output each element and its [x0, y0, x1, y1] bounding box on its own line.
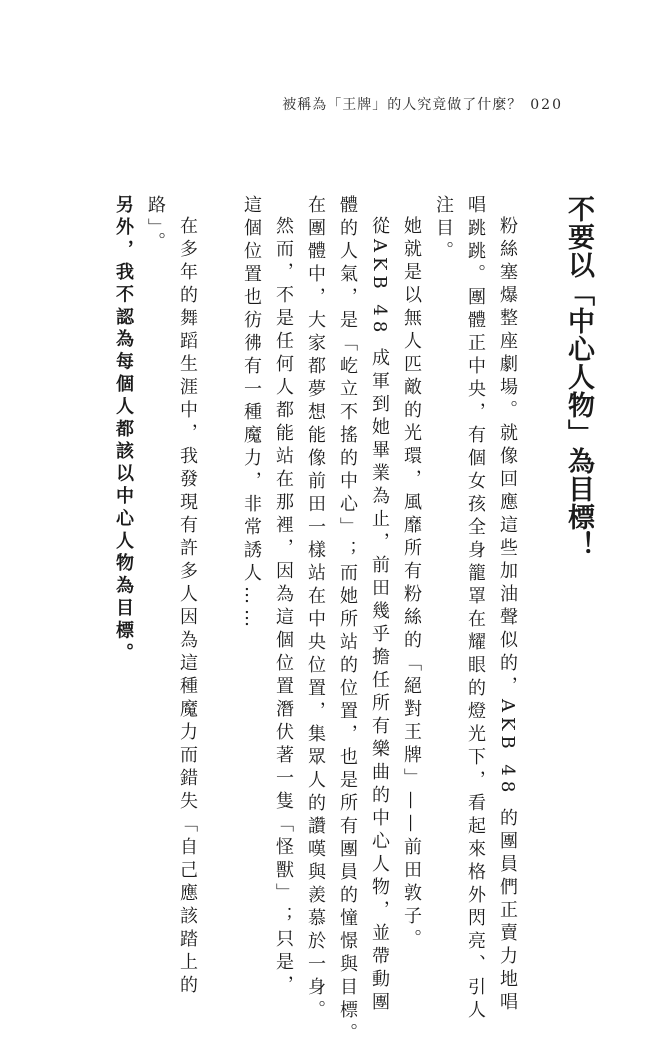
paragraph-line: 注目。 [433, 195, 454, 264]
running-header [282, 94, 563, 114]
paragraph-line: 她就是以無人匹敵的光環，風靡所有粉絲的「絕對王牌」——前田敦子。 [401, 216, 422, 952]
paragraph-line: 粉絲塞爆整座劇場。就像回應這些加油聲似的，AKB 48 的團員們正賣力地唱 [497, 216, 518, 1016]
page-number: 020 [530, 97, 563, 113]
paragraph-line: 這個位置也彷彿有一種魔力，非常誘人…… [241, 195, 262, 632]
paragraph-line: 然而，不是任何人都能站在那裡，因為這個位置潛伏著一隻「怪獸」；只是， [273, 216, 294, 998]
paragraph-line: 在多年的舞蹈生涯中，我發現有許多人因為這種魔力而錯失「自己應該踏上的 [177, 216, 198, 998]
paragraph-line: 在團體中，大家都夢想能像前田一樣站在中央位置，集眾人的讚嘆與羨慕於一身。 [305, 195, 326, 1023]
chapter-title: 被稱為「王牌」的人究竟做了什麼？ [282, 97, 523, 113]
bold-paragraph-line: 另外，我不認為每個人都該以中心人物為目標。 [113, 195, 134, 666]
paragraph-line: 唱跳跳。團體正中央，有個女孩全身籠罩在耀眼的燈光下，看起來格外閃亮、引人 [465, 195, 486, 1023]
paragraph-line: 路」。 [145, 195, 166, 255]
section-heading: 不要以「中心人物」為目標！ [563, 195, 594, 559]
paragraph-line: 體的人氣，是「屹立不搖的中心」；而她所站的位置，也是所有團員的憧憬與目標。 [337, 195, 358, 1046]
paragraph-line: 從AKB 48 成軍到她畢業為止，前田幾乎擔任所有樂曲的中心人物，並帶動團 [369, 216, 390, 1016]
